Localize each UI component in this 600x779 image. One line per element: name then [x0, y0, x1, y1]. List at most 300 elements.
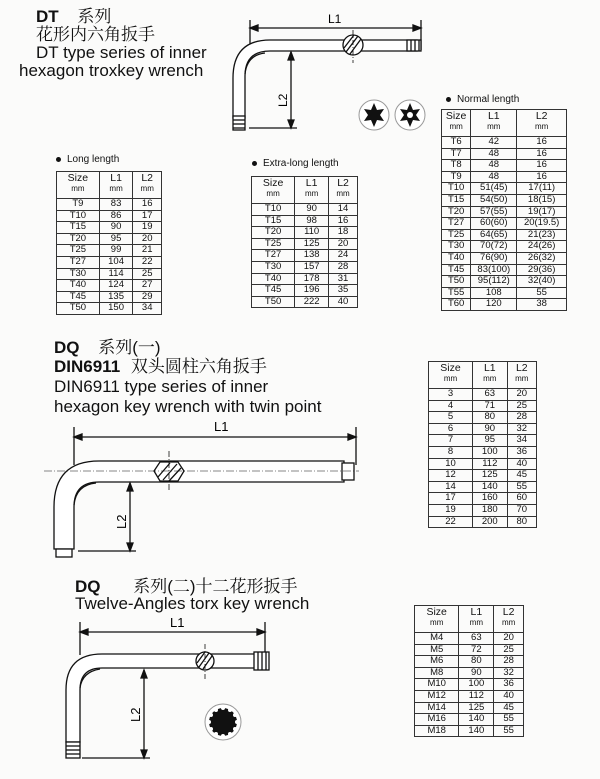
table-cell: 20(19.5) — [517, 218, 567, 230]
column-name: L2 — [502, 606, 515, 618]
table-cell: 19 — [133, 222, 162, 234]
table-cell: T25 — [252, 238, 295, 250]
table-cell: 14 — [429, 481, 473, 493]
table-cell: 71 — [472, 400, 507, 412]
table-cell: 55 — [494, 725, 524, 737]
dq2-size-table — [414, 605, 524, 737]
dq2-l1-label: L1 — [170, 615, 185, 630]
dq2-wrench-diagram — [60, 610, 290, 775]
dq1-series-cn: 系列(一) — [98, 338, 161, 357]
table-row — [57, 222, 162, 234]
column-header — [442, 110, 471, 137]
table-row — [429, 389, 537, 401]
table-cell: 60 — [507, 493, 536, 505]
column-name: L1 — [110, 172, 122, 184]
table-cell: 110 — [295, 227, 329, 239]
extra-long-length-table — [251, 176, 358, 308]
table-row — [442, 171, 567, 183]
table-row — [429, 504, 537, 516]
table-cell: T27 — [252, 250, 295, 262]
table-cell: 29 — [133, 291, 162, 303]
table-cell: T20 — [442, 206, 471, 218]
table-cell: 22 — [133, 256, 162, 268]
table-cell: T20 — [252, 227, 295, 239]
table-row — [57, 280, 162, 292]
table-cell: 80 — [472, 412, 507, 424]
table-cell: 51(45) — [471, 183, 517, 195]
table-cell: 14 — [329, 204, 358, 216]
table-cell: 57(55) — [471, 206, 517, 218]
table-cell: 45 — [494, 702, 524, 714]
table-cell: 114 — [99, 268, 133, 280]
table-row — [442, 299, 567, 311]
table-row — [429, 400, 537, 412]
table-cell: 72 — [459, 644, 494, 656]
dq1-din: DIN6911 — [54, 357, 121, 376]
normal-length-legend — [446, 94, 519, 105]
table-row — [57, 303, 162, 315]
table-row — [415, 690, 524, 702]
table-cell: 25 — [507, 400, 536, 412]
column-header — [471, 110, 517, 137]
table-cell: 36 — [507, 446, 536, 458]
table-row — [57, 233, 162, 245]
table-cell: T50 — [442, 276, 471, 288]
table-row — [57, 291, 162, 303]
table-cell: 28 — [329, 261, 358, 273]
table-cell: 178 — [295, 273, 329, 285]
normal-length-label: Normal length — [457, 94, 520, 105]
table-row — [429, 470, 537, 482]
table-cell: 16 — [517, 171, 567, 183]
column-unit: mm — [487, 122, 501, 131]
table-cell: 19 — [429, 504, 473, 516]
table-row — [442, 229, 567, 241]
extra-long-length-label: Extra-long length — [263, 158, 339, 169]
table-cell: 22 — [429, 516, 473, 528]
table-cell: T27 — [57, 256, 100, 268]
table-cell: 24(26) — [517, 241, 567, 253]
table-cell: 29(36) — [517, 264, 567, 276]
table-cell: 27 — [133, 280, 162, 292]
bullet-icon — [446, 97, 451, 102]
column-unit: mm — [109, 184, 123, 193]
table-row — [429, 493, 537, 505]
table-cell: 7 — [429, 435, 473, 447]
table-cell: 83 — [99, 199, 133, 211]
table-cell: M12 — [415, 690, 459, 702]
table-row — [442, 183, 567, 195]
table-cell: 76(90) — [471, 252, 517, 264]
table-header-row — [252, 177, 358, 204]
table-cell: 48 — [471, 160, 517, 172]
table-cell: 98 — [295, 215, 329, 227]
table-cell: 80 — [507, 516, 536, 528]
table-cell: 120 — [471, 299, 517, 311]
table-row — [442, 252, 567, 264]
table-cell: T10 — [57, 210, 100, 222]
table-cell: 18 — [329, 227, 358, 239]
table-row — [442, 241, 567, 253]
table-cell: T25 — [442, 229, 471, 241]
table-cell: 95 — [99, 233, 133, 245]
table-row — [252, 227, 358, 239]
column-header — [415, 606, 459, 633]
table-row — [429, 435, 537, 447]
dt-heading — [36, 7, 111, 26]
table-cell: 55 — [517, 287, 567, 299]
dt-name-en-2: hexagon troxkey wrench — [19, 61, 204, 80]
table-cell: 8 — [429, 446, 473, 458]
table-cell: 32 — [507, 423, 536, 435]
table-cell: T40 — [252, 273, 295, 285]
table-cell: T30 — [442, 241, 471, 253]
table-row — [442, 160, 567, 172]
table-cell: T25 — [57, 245, 100, 257]
column-header — [494, 606, 524, 633]
dt-code: DT — [36, 7, 59, 26]
table-row — [415, 702, 524, 714]
table-cell: 140 — [472, 481, 507, 493]
table-cell: 19(17) — [517, 206, 567, 218]
table-cell: 95(112) — [471, 276, 517, 288]
dq1-name-en-2: hexagon key wrench with twin point — [54, 397, 322, 416]
table-row — [57, 245, 162, 257]
table-cell: T9 — [442, 171, 471, 183]
table-row — [415, 667, 524, 679]
column-name: L2 — [535, 110, 548, 122]
table-cell: T60 — [442, 299, 471, 311]
table-row — [442, 218, 567, 230]
table-row — [442, 287, 567, 299]
table-cell: T40 — [442, 252, 471, 264]
table-cell: 20 — [507, 389, 536, 401]
table-cell: 196 — [295, 285, 329, 297]
column-name: L1 — [305, 177, 318, 189]
dq1-name-en-1: DIN6911 type series of inner — [54, 377, 269, 396]
table-cell: 16 — [329, 215, 358, 227]
table-cell: 83(100) — [471, 264, 517, 276]
table-cell: 16 — [517, 160, 567, 172]
table-cell: T55 — [442, 287, 471, 299]
table-cell: 70 — [507, 504, 536, 516]
table-cell: 63 — [459, 633, 494, 645]
table-cell: 3 — [429, 389, 473, 401]
table-cell: 124 — [99, 280, 133, 292]
column-unit: mm — [501, 618, 516, 627]
table-cell: 35 — [329, 285, 358, 297]
table-row — [57, 268, 162, 280]
table-cell: 60(60) — [471, 218, 517, 230]
column-unit: mm — [71, 184, 85, 193]
dq1-name-cn: 双头圆柱六角扳手 — [130, 357, 267, 376]
table-cell: 5 — [429, 412, 473, 424]
table-cell: M14 — [415, 702, 459, 714]
dt-name-cn: 花形内六角扳手 — [36, 25, 155, 44]
table-cell: 16 — [517, 148, 567, 160]
table-row — [442, 264, 567, 276]
column-unit: mm — [140, 184, 154, 193]
table-cell: 48 — [471, 148, 517, 160]
column-header — [133, 172, 162, 199]
column-header — [472, 362, 507, 389]
table-cell: 20 — [133, 233, 162, 245]
bullet-icon — [56, 157, 61, 162]
table-cell: 95 — [472, 435, 507, 447]
table-cell: 180 — [472, 504, 507, 516]
column-name: L1 — [487, 110, 500, 122]
table-cell: M6 — [415, 656, 459, 668]
table-row — [415, 679, 524, 691]
table-cell: T50 — [57, 303, 100, 315]
torx-star-icon — [359, 100, 389, 130]
column-header — [459, 606, 494, 633]
table-cell: T15 — [442, 194, 471, 206]
table-cell: 6 — [429, 423, 473, 435]
table-cell: 25 — [494, 644, 524, 656]
table-cell: T9 — [57, 199, 100, 211]
table-cell: 108 — [471, 287, 517, 299]
table-row — [415, 633, 524, 645]
table-row — [415, 644, 524, 656]
table-cell: 17 — [133, 210, 162, 222]
table-header-row — [415, 606, 524, 633]
table-row — [429, 481, 537, 493]
table-cell: 104 — [99, 256, 133, 268]
table-cell: 16 — [517, 137, 567, 149]
table-cell: 200 — [472, 516, 507, 528]
table-cell: 90 — [295, 204, 329, 216]
table-cell: 100 — [472, 446, 507, 458]
table-row — [252, 296, 358, 308]
table-cell: 70(72) — [471, 241, 517, 253]
column-unit: mm — [443, 374, 458, 383]
table-cell: 26(32) — [517, 252, 567, 264]
table-row — [57, 256, 162, 268]
table-cell: 34 — [507, 435, 536, 447]
dq2-l2-label: L2 — [128, 707, 143, 722]
table-cell: 160 — [472, 493, 507, 505]
table-cell: 125 — [295, 238, 329, 250]
table-cell: 21(23) — [517, 229, 567, 241]
table-cell: 125 — [459, 702, 494, 714]
table-cell: 140 — [459, 725, 494, 737]
dq1-heading-2 — [54, 357, 267, 376]
table-cell: 10 — [429, 458, 473, 470]
column-header — [99, 172, 133, 199]
table-cell: 20 — [329, 238, 358, 250]
column-unit: mm — [266, 189, 280, 198]
table-cell: M5 — [415, 644, 459, 656]
table-header-row — [442, 110, 567, 137]
column-header — [507, 362, 536, 389]
table-cell: 112 — [459, 690, 494, 702]
table-cell: 100 — [459, 679, 494, 691]
table-row — [415, 725, 524, 737]
table-cell: 45 — [507, 470, 536, 482]
table-row — [429, 423, 537, 435]
table-cell: 55 — [494, 714, 524, 726]
torx-pin-star-icon — [395, 100, 425, 130]
table-row — [252, 285, 358, 297]
column-name: L1 — [470, 606, 483, 618]
column-unit: mm — [483, 374, 497, 383]
normal-length-table — [441, 109, 567, 311]
table-cell: 42 — [471, 137, 517, 149]
table-cell: T45 — [57, 291, 100, 303]
table-cell: 90 — [472, 423, 507, 435]
table-cell: M4 — [415, 633, 459, 645]
column-header — [57, 172, 100, 199]
dq1-code: DQ — [54, 338, 80, 357]
column-unit: mm — [534, 122, 549, 131]
table-row — [57, 210, 162, 222]
table-cell: 34 — [133, 303, 162, 315]
table-cell: 48 — [471, 171, 517, 183]
table-row — [415, 714, 524, 726]
table-row — [442, 137, 567, 149]
column-name: L2 — [141, 172, 154, 184]
column-name: Size — [262, 177, 284, 189]
table-cell: T7 — [442, 148, 471, 160]
table-row — [252, 204, 358, 216]
column-name: Size — [67, 172, 89, 184]
table-cell: 40 — [329, 296, 358, 308]
table-cell: 17 — [429, 493, 473, 505]
table-cell: 63 — [472, 389, 507, 401]
table-header-row — [429, 362, 537, 389]
table-cell: 36 — [494, 679, 524, 691]
column-header — [252, 177, 295, 204]
table-cell: 54(50) — [471, 194, 517, 206]
dq1-wrench-diagram — [44, 415, 374, 565]
table-cell: 25 — [133, 268, 162, 280]
table-row — [429, 446, 537, 458]
table-cell: 21 — [133, 245, 162, 257]
column-unit: mm — [336, 189, 350, 198]
column-name: L2 — [515, 362, 528, 374]
table-cell: T6 — [442, 137, 471, 149]
dt-name-en-1: DT type series of inner — [36, 43, 207, 62]
column-unit: mm — [469, 618, 483, 627]
table-cell: 157 — [295, 261, 329, 273]
table-cell: 28 — [494, 656, 524, 668]
table-cell: 31 — [329, 273, 358, 285]
table-row — [252, 238, 358, 250]
table-row — [57, 199, 162, 211]
column-unit: mm — [430, 618, 444, 627]
table-cell: T50 — [252, 296, 295, 308]
table-row — [442, 148, 567, 160]
table-cell: M8 — [415, 667, 459, 679]
long-length-legend — [56, 154, 119, 165]
table-cell: 222 — [295, 296, 329, 308]
column-header — [429, 362, 473, 389]
table-cell: T20 — [57, 233, 100, 245]
table-row — [415, 656, 524, 668]
table-cell: T45 — [442, 264, 471, 276]
table-cell: 150 — [99, 303, 133, 315]
table-cell: T15 — [252, 215, 295, 227]
table-row — [429, 458, 537, 470]
table-cell: 90 — [459, 667, 494, 679]
table-row — [429, 516, 537, 528]
table-cell: 80 — [459, 656, 494, 668]
twelve-point-torx-icon — [205, 704, 241, 740]
table-cell: T10 — [442, 183, 471, 195]
dq1-size-table — [428, 361, 537, 528]
table-cell: 86 — [99, 210, 133, 222]
table-cell: 140 — [459, 714, 494, 726]
table-cell: 125 — [472, 470, 507, 482]
table-cell: T40 — [57, 280, 100, 292]
table-cell: 4 — [429, 400, 473, 412]
table-cell: M18 — [415, 725, 459, 737]
table-cell: 99 — [99, 245, 133, 257]
table-cell: 32(40) — [517, 276, 567, 288]
long-length-table — [56, 171, 162, 315]
table-cell: T27 — [442, 218, 471, 230]
column-header — [517, 110, 567, 137]
table-cell: 138 — [295, 250, 329, 262]
table-row — [252, 273, 358, 285]
table-cell: 18(15) — [517, 194, 567, 206]
table-cell: 55 — [507, 481, 536, 493]
table-row — [442, 206, 567, 218]
table-cell: T15 — [57, 222, 100, 234]
table-row — [429, 412, 537, 424]
table-row — [252, 261, 358, 273]
table-cell: T30 — [252, 261, 295, 273]
dt-l1-label: L1 — [328, 12, 342, 26]
table-row — [442, 276, 567, 288]
column-unit: mm — [304, 189, 319, 198]
extra-long-length-legend — [252, 158, 339, 169]
table-cell: T10 — [252, 204, 295, 216]
dq1-l1-label: L1 — [214, 419, 229, 434]
column-header — [295, 177, 329, 204]
table-cell: 32 — [494, 667, 524, 679]
long-length-label: Long length — [67, 154, 120, 165]
table-cell: 40 — [494, 690, 524, 702]
dt-series-cn: 系列 — [77, 7, 112, 26]
table-row — [252, 250, 358, 262]
table-cell: 24 — [329, 250, 358, 262]
dt-l2-label: L2 — [276, 93, 290, 107]
table-cell: T8 — [442, 160, 471, 172]
table-cell: 17(11) — [517, 183, 567, 195]
table-cell: T45 — [252, 285, 295, 297]
table-cell: T30 — [57, 268, 100, 280]
table-cell: M10 — [415, 679, 459, 691]
dq2-name-en: Twelve-Angles torx key wrench — [75, 594, 310, 613]
bullet-icon — [252, 161, 257, 166]
table-row — [442, 194, 567, 206]
table-row — [252, 215, 358, 227]
dq2-series-cn: 系列(二)十二花形扳手 — [133, 577, 298, 596]
column-name: Size — [426, 606, 447, 618]
table-cell: 64(65) — [471, 229, 517, 241]
table-header-row — [57, 172, 162, 199]
dq2-code: DQ — [75, 577, 101, 596]
torx-tip-icons — [358, 98, 430, 132]
table-cell: 90 — [99, 222, 133, 234]
table-cell: 112 — [472, 458, 507, 470]
column-name: Size — [445, 110, 467, 122]
table-cell: 16 — [133, 199, 162, 211]
table-cell: 20 — [494, 633, 524, 645]
table-cell: M16 — [415, 714, 459, 726]
